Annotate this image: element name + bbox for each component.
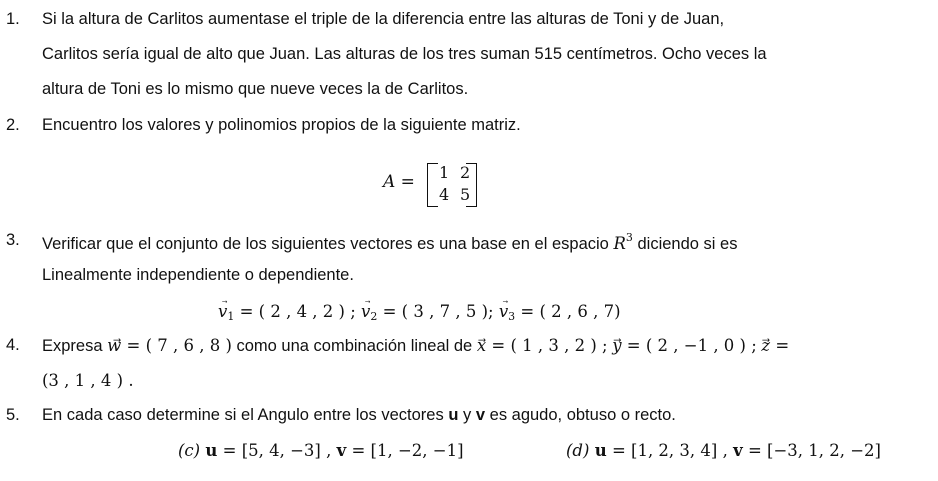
item-4-line-1: Expresa w⃗ = ( 7 , 6 , 8 ) como una combinación lineal de x⃗ = ( 1 , 3 , 2 ) ; y⃗ = ( 2 , −1 , 0 ) ; z⃗ =	[42, 336, 790, 355]
space-symbol: $R^3$	[613, 231, 633, 253]
item-2-number: 2.	[6, 116, 20, 134]
bold-v: v	[475, 406, 486, 424]
item-5-line-1: En cada caso determine si el Angulo entre los vectores u y v es agudo, obtuso o recto.	[42, 406, 676, 424]
item-3-line-1-post: diciendo si es	[637, 235, 738, 253]
vector-v2: $v_2$ = ( 3 , 7 , 5 );	[361, 302, 494, 323]
vectors-line	[218, 299, 621, 323]
item-4-line-2: (3 , 1 , 4 ) .	[42, 371, 134, 390]
item-5-number: 5.	[6, 406, 20, 424]
item-3-line-1	[42, 231, 737, 254]
vector-w: w⃗ = ( 7 , 6 , 8 )	[107, 336, 232, 355]
vector-y: y⃗ = ( 2 , −1 , 0 ) ;	[612, 336, 757, 355]
vector-x: x⃗ = ( 1 , 3 , 2 ) ;	[476, 336, 608, 355]
vector-z: z⃗ =	[761, 336, 790, 355]
matrix-cell: 1	[439, 163, 450, 182]
matrix-cell: 5	[460, 185, 471, 204]
vector-v3: $v_3$ = ( 2 , 6 , 7)	[498, 302, 621, 323]
case-d: (d) u = [1, 2, 3, 4] , v = [−3, 1, 2, −2]	[566, 441, 881, 460]
item-3-number: 3.	[6, 231, 20, 249]
matrix-lhs: A =	[383, 172, 415, 192]
item-2-line-1: Encuentro los valores y polinomios propios de la siguiente matriz.	[42, 116, 521, 134]
vector-v1: $v_1$ = ( 2 , 4 , 2 ) ;	[218, 302, 356, 323]
matrix-right-bracket	[466, 163, 477, 207]
item-1-number: 1.	[6, 10, 20, 28]
matrix-left-bracket	[427, 163, 438, 207]
matrix-cell: 2	[460, 163, 471, 182]
matrix-cell: 4	[439, 185, 450, 204]
item-3-line-2: Linealmente independiente o dependiente.	[42, 266, 354, 284]
bold-u: u	[448, 406, 459, 424]
case-c: (c) u = [5, 4, −3] , v = [1, −2, −1]	[178, 441, 464, 460]
item-4-number: 4.	[6, 336, 20, 354]
item-3-line-1-pre: Verificar que el conjunto de los siguientes vectores es una base en el espacio	[42, 235, 609, 253]
item-1-line-1: Si la altura de Carlitos aumentase el triple de la diferencia entre las alturas de Toni y de Juan,	[42, 10, 725, 28]
item-1-line-3: altura de Toni es lo mismo que nueve veces la de Carlitos.	[42, 80, 469, 98]
item-1-line-2: Carlitos sería igual de alto que Juan. Las alturas de los tres suman 515 centímetros. Ocho veces la	[42, 45, 767, 63]
